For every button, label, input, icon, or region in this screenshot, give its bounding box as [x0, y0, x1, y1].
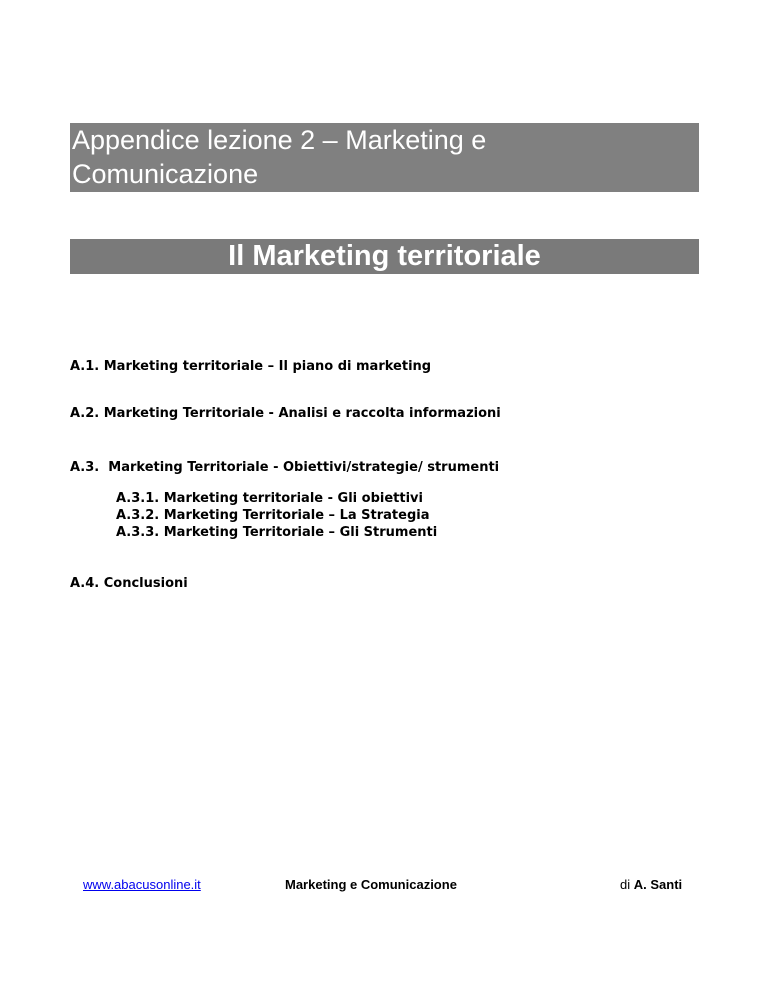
document-title-line1: Appendice lezione 2 – Marketing e [72, 125, 487, 155]
section-title: Il Marketing territoriale [228, 240, 541, 272]
footer-author-name: A. Santi [633, 877, 683, 892]
document-title-line2: Comunicazione [72, 159, 259, 189]
footer-course-title: Marketing e Comunicazione [285, 877, 457, 892]
toc-subitem-a32: A.3.2. Marketing Territoriale – La Strategia [116, 508, 430, 523]
section-title-banner [70, 239, 699, 274]
toc-item-a4: A.4. Conclusioni [70, 576, 188, 591]
toc-item-a2: A.2. Marketing Territoriale - Analisi e raccolta informazioni [70, 406, 501, 421]
toc-subitem-a33: A.3.3. Marketing Territoriale – Gli Strumenti [116, 525, 438, 540]
footer-author-prefix: di [620, 877, 634, 892]
footer-author [620, 877, 682, 893]
document-title-banner [70, 123, 699, 192]
toc-item-a1: A.1. Marketing territoriale – Il piano di marketing [70, 359, 432, 374]
toc-subitem-a31: A.3.1. Marketing territoriale - Gli obiettivi [116, 491, 423, 506]
footer-website-link[interactable]: www.abacusonline.it [83, 877, 201, 892]
toc-item-a3: A.3. Marketing Territoriale - Obiettivi/strategie/ strumenti [70, 460, 500, 475]
